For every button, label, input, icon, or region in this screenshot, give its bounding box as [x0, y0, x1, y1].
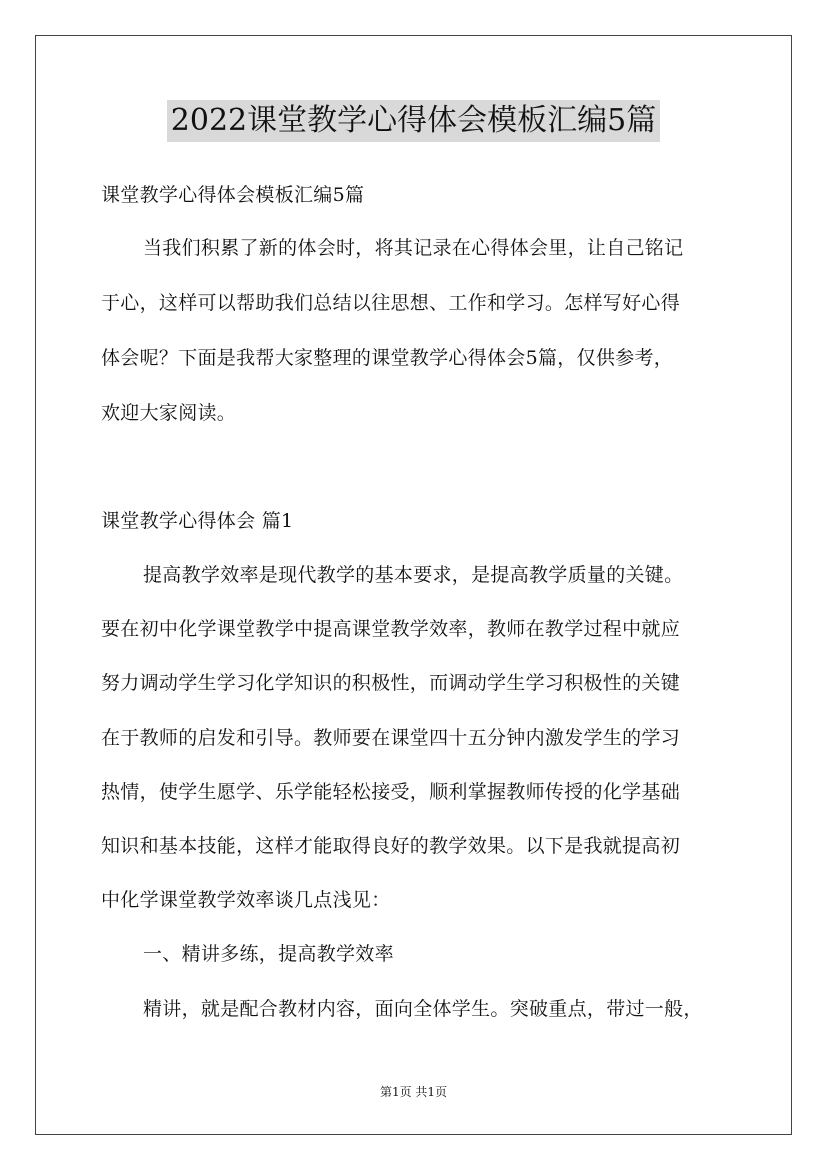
subtitle-line: 课堂教学心得体会模板汇编5篇	[101, 184, 365, 206]
text-line: 欢迎大家阅读。	[101, 402, 237, 424]
text-line: 中化学课堂教学效率谈几点浅见：	[101, 889, 391, 911]
text-line: 努力调动学生学习化学知识的积极性，而调动学生学习积极性的关键	[101, 672, 681, 694]
text-line: 热情，使学生愿学、乐学能轻松接受，顺利掌握教师传授的化学基础	[101, 781, 681, 803]
text-line: 提高教学效率是现代教学的基本要求，是提高教学质量的关键。	[143, 564, 684, 586]
text-line: 精讲，就是配合教材内容，面向全体学生。突破重点，带过一般，	[143, 998, 703, 1020]
section-heading: 课堂教学心得体会 篇1	[101, 510, 294, 532]
text-line: 体会呢？下面是我帮大家整理的课堂教学心得体会5篇，仅供参考，	[101, 347, 674, 369]
text-line: 知识和基本技能，这样才能取得良好的教学效果。以下是我就提高初	[101, 835, 681, 857]
text-line: 要在初中化学课堂教学中提高课堂教学效率，教师在教学过程中就应	[101, 618, 681, 640]
text-line: 当我们积累了新的体会时，将其记录在心得体会里，让自己铭记	[143, 237, 684, 259]
page-footer: 第1页 共1页	[379, 1085, 448, 1099]
document-title: 2022课堂教学心得体会模板汇编5篇	[167, 100, 660, 142]
text-line: 于心，这样可以帮助我们总结以往思想、工作和学习。怎样写好心得	[101, 292, 681, 314]
title-container	[0, 100, 827, 142]
text-line: 在于教师的启发和引导。教师要在课堂四十五分钟内激发学生的学习	[101, 727, 681, 749]
text-line: 一、精讲多练，提高教学效率	[143, 943, 394, 965]
